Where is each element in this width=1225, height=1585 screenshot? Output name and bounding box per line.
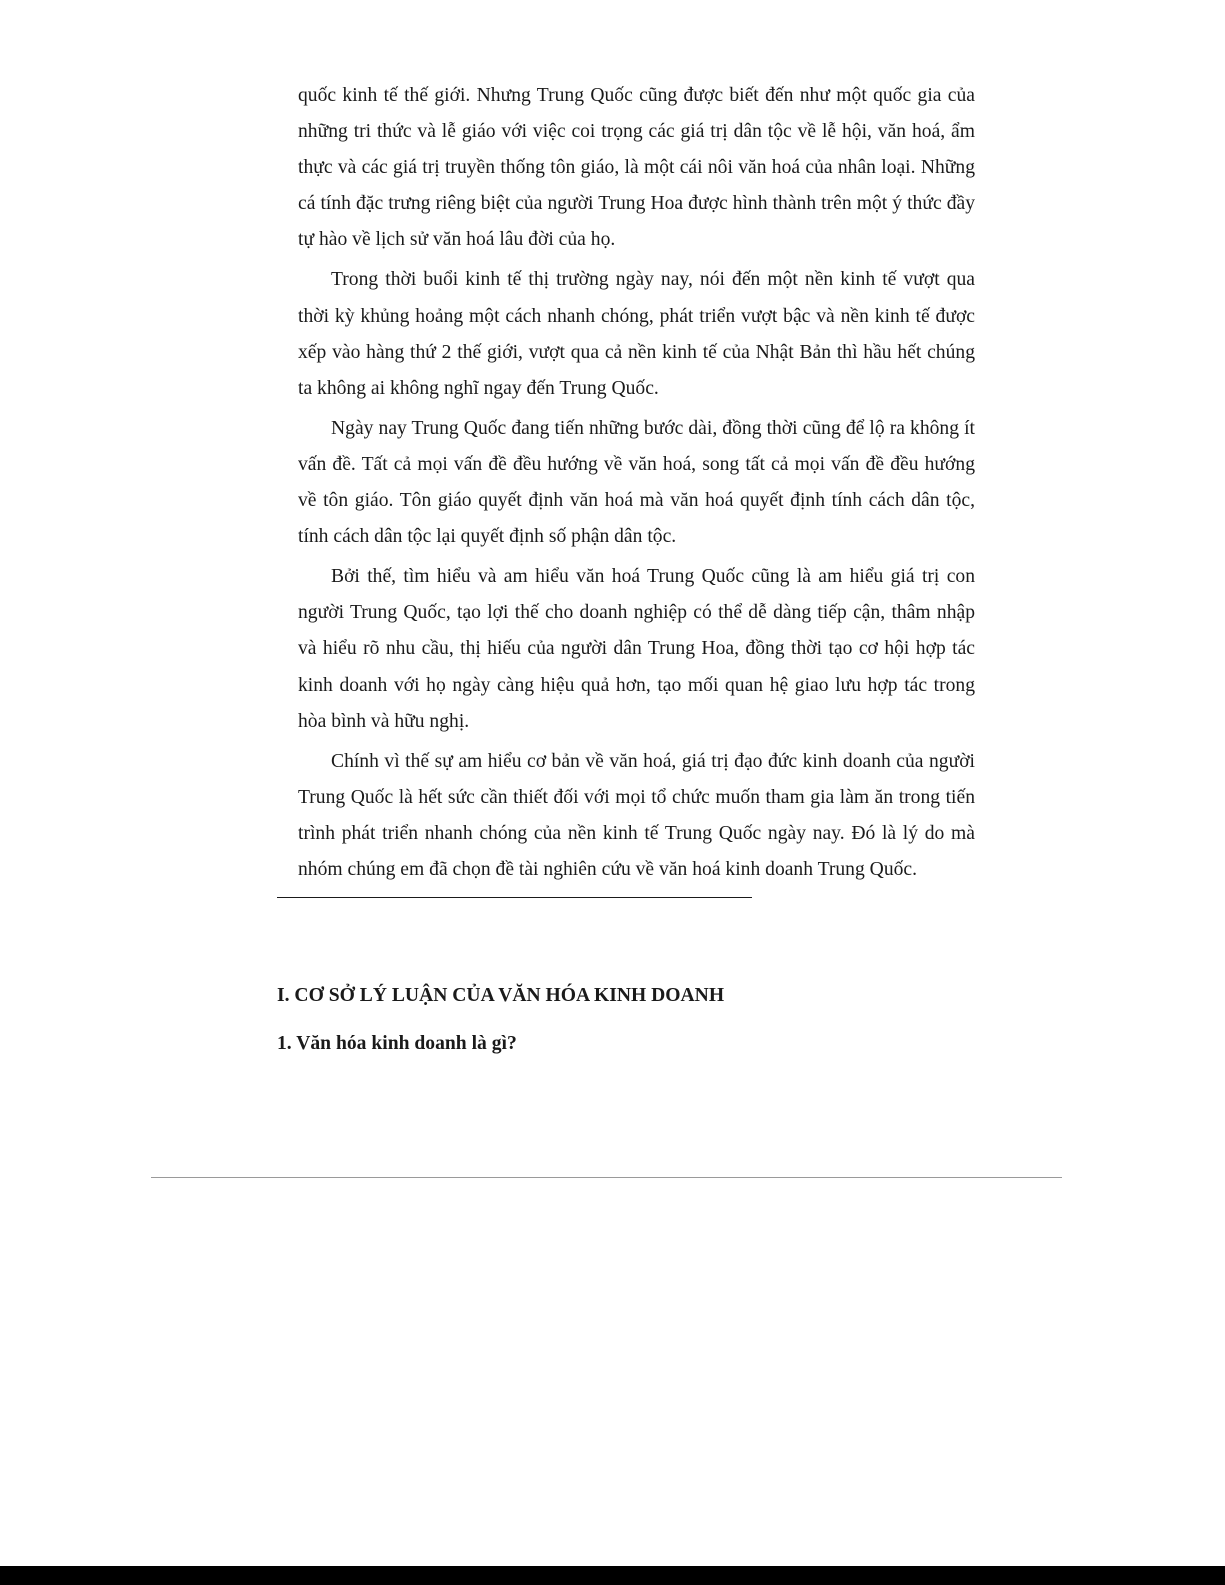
bottom-edge-bar — [0, 1566, 1225, 1585]
page-break-divider — [151, 1177, 1062, 1178]
document-body — [298, 78, 975, 888]
section-heading: I. CƠ SỞ LÝ LUẬN CỦA VĂN HÓA KINH DOANH — [277, 985, 725, 1006]
footnote-separator — [277, 897, 752, 898]
paragraph-1: quốc kinh tế thế giới. Nhưng Trung Quốc cũng được biết đến như một quốc gia của những tri thức và lễ giáo với việc coi trọng các giá trị dân tộc về lễ hội, văn hoá, ẩm thực và các giá trị truyền thống tôn giáo, là một cái nôi văn hoá của nhân loại. Những cá tính đặc trưng riêng biệt của người Trung Hoa được hình thành trên một ý thức đầy tự hào về lịch sử văn hoá lâu đời của họ. — [298, 85, 975, 251]
paragraph-5: Chính vì thế sự am hiểu cơ bản về văn hoá, giá trị đạo đức kinh doanh của người Trung Quốc là hết sức cần thiết đối với mọi tổ chức muốn tham gia làm ăn trong tiến trình phát triển nhanh chóng của nền kinh tế Trung Quốc ngày nay. Đó là lý do mà nhóm chúng em đã chọn đề tài nghiên cứu về văn hoá kinh doanh Trung Quốc. — [298, 750, 975, 880]
paragraph-4: Bởi thế, tìm hiểu và am hiểu văn hoá Trung Quốc cũng là am hiểu giá trị con người Trung Quốc, tạo lợi thế cho doanh nghiệp có thể dễ dàng tiếp cận, thâm nhập và hiểu rõ nhu cầu, thị hiếu của người dân Trung Hoa, đồng thời tạo cơ hội hợp tác kinh doanh với họ ngày càng hiệu quả hơn, tạo mối quan hệ giao lưu hợp tác trong hòa bình và hữu nghị. — [298, 566, 975, 732]
subsection-heading: 1. Văn hóa kinh doanh là gì? — [277, 1033, 517, 1054]
paragraph-2: Trong thời buổi kinh tế thị trường ngày nay, nói đến một nền kinh tế vượt qua thời kỳ khủng hoảng một cách nhanh chóng, phát triển vượt bậc và nền kinh tế được xếp vào hàng thứ 2 thế giới, vượt qua cả nền kinh tế của Nhật Bản thì hầu hết chúng ta không ai không nghĩ ngay đến Trung Quốc. — [298, 269, 975, 399]
paragraph-3: Ngày nay Trung Quốc đang tiến những bước dài, đồng thời cũng để lộ ra không ít vấn đề. Tất cả mọi vấn đề đều hướng về văn hoá, song tất cả mọi vấn đề đều hướng về tôn giáo. Tôn giáo quyết định văn hoá mà văn hoá quyết định tính cách dân tộc, tính cách dân tộc lại quyết định số phận dân tộc. — [298, 417, 975, 548]
